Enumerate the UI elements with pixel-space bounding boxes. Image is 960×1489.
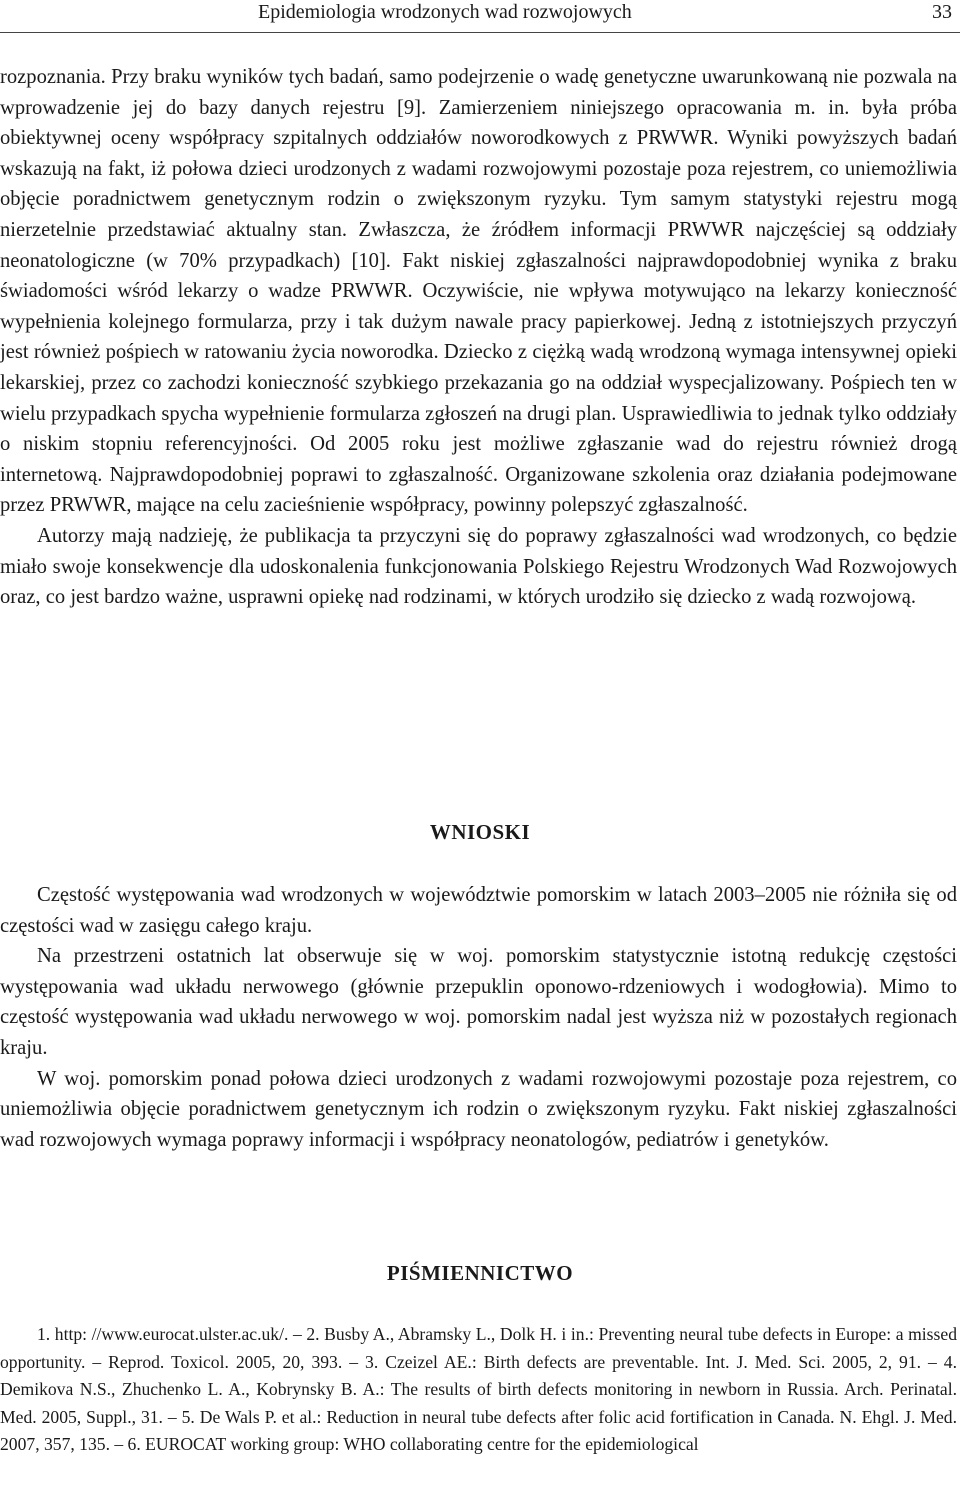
references-list: 1. http: //www.eurocat.ulster.ac.uk/. – 2. Busby A., Abramsky L., Dolk H. i in.: Preventing neural tube defects in Europe: a missed opportunity. – Reprod. Toxicol. 2005, 20, 393. – 3. Czeizel AE.: Birth defects are preventable. Int. J. Med. Sci. 2005, 2, 91. – 4. Demikova N.S., Zhuchenko L. A., Kobrynsky B. A.: The results of birth defects monitoring in newborn in Russia. Arch. Perinatal. Med. 2005, Suppl., 31. – 5. De Wals P. et al.: Reduction in neural tube defects after folic acid fortification in Canada. N. Ehgl. J. Med. 2007, 357, 135. – 6. EUROCAT working group: WHO collaborating centre for the epidemiological xyxy=(0,1324,957,1455)
references-heading: PIŚMIENNICTWO xyxy=(386,1261,574,1285)
conclusion-paragraph: Częstość występowania wad wrodzonych w województwie pomorskim w latach 2003–2005 nie różniła się od częstości wad w zasięgu całego kraju. xyxy=(0,884,957,937)
conclusions-section xyxy=(0,880,957,1155)
conclusion-paragraph: W woj. pomorskim ponad połowa dzieci urodzonych z wadami rozwojowymi pozostaje poza rejestrem, co uniemożliwia objęcie poradnictwem genetycznym ich rodzin o zwiększonym ryzyku. Fakt niskiej zgłaszalności wad rozwojowych wymaga poprawy informacji i współpracy neonatologów, pediatrów i genetyków. xyxy=(0,1067,957,1151)
conclusion-paragraph: Na przestrzeni ostatnich lat obserwuje się w woj. pomorskim statystycznie istotną redukcję częstości występowania wad układu nerwowego (głównie przepuklin oponowo-rdzeniowych i wodogłowia). Mimo to częstość występowania wad układu nerwowego w woj. pomorskim nadal jest wyższa niż w pozostałych regionach kraju. xyxy=(0,945,957,1059)
discussion-paragraph: rozpoznania. Przy braku wyników tych badań, samo podejrzenie o wadę genetyczne uwarunkowaną nie pozwala na wprowadzenie jej do bazy danych rejestru [9]. Zamierzeniem niniejszego opracowania m. in. była próba obiektywnej oceny współpracy szpitalnych oddziałów noworodkowych z PRWWR. Wyniki powyższych badań wskazują na fakt, iż połowa dzieci urodzonych z wadami rozwojowymi pozostaje poza rejestrem, co uniemożliwia objęcie poradnictwem genetycznym rodzin o zwiększonym ryzyku. Tym samym statystyki rejestru mogą nierzetelnie przedstawiać aktualny stan. Zwłaszcza, że źródłem informacji PRWWR najczęściej są oddziały neonatologiczne (w 70% przypadkach) [10]. Fakt niskiej zgłaszalności najprawdopodobniej wynika z braku świadomości wśród lekarzy o wadze PRWWR. Oczywiście, nie wpływa motywująco na lekarzy konieczność wypełnienia kolejnego formularza, przy i tak dużym nawale pracy papierkowej. Jedną z istotniejszych przyczyń jest również pośpiech w ratowaniu życia noworodka. Dziecko z ciężką wadą wrodzoną wymaga intensywnej opieki lekarskiej, przez co zachodzi konieczność szybkiego przekazania go na oddział wyspecjalizowany. Pośpiech ten w wielu przypadkach spycha wypełnienie formularza zgłoszeń na drugi plan. Usprawiedliwia to jednak tylko oddziały o niskim stopniu referencyjności. Od 2005 roku jest możliwe zgłaszanie wad do rejestru również drogą internetową. Najprawdopodobniej poprawi to zgłaszalność. Organizowane szkolenia oraz działania podejmowane przez PRWWR, mające na celu zacieśnienie współpracy, powinny polepszyć zgłaszalność. xyxy=(0,66,957,517)
page-number: 33 xyxy=(932,1,952,23)
discussion-section xyxy=(0,62,957,613)
header-rule xyxy=(0,32,960,33)
discussion-paragraph: Autorzy mają nadzieję, że publikacja ta przyczyni się do poprawy zgłaszalności wad wrodzonych, co będzie miało swoje konsekwencje dla udoskonalenia funkcjonowania Polskiego Rejestru Wrodzonych Wad Rozwojowych oraz, co jest bardzo ważne, usprawni opiekę nad rodzinami, w których urodziło się dziecko z wadą rozwojową. xyxy=(0,524,957,609)
conclusions-heading: WNIOSKI xyxy=(429,820,531,844)
running-title: Epidemiologia wrodzonych wad rozwojowych xyxy=(258,1,632,23)
running-header xyxy=(0,0,960,30)
